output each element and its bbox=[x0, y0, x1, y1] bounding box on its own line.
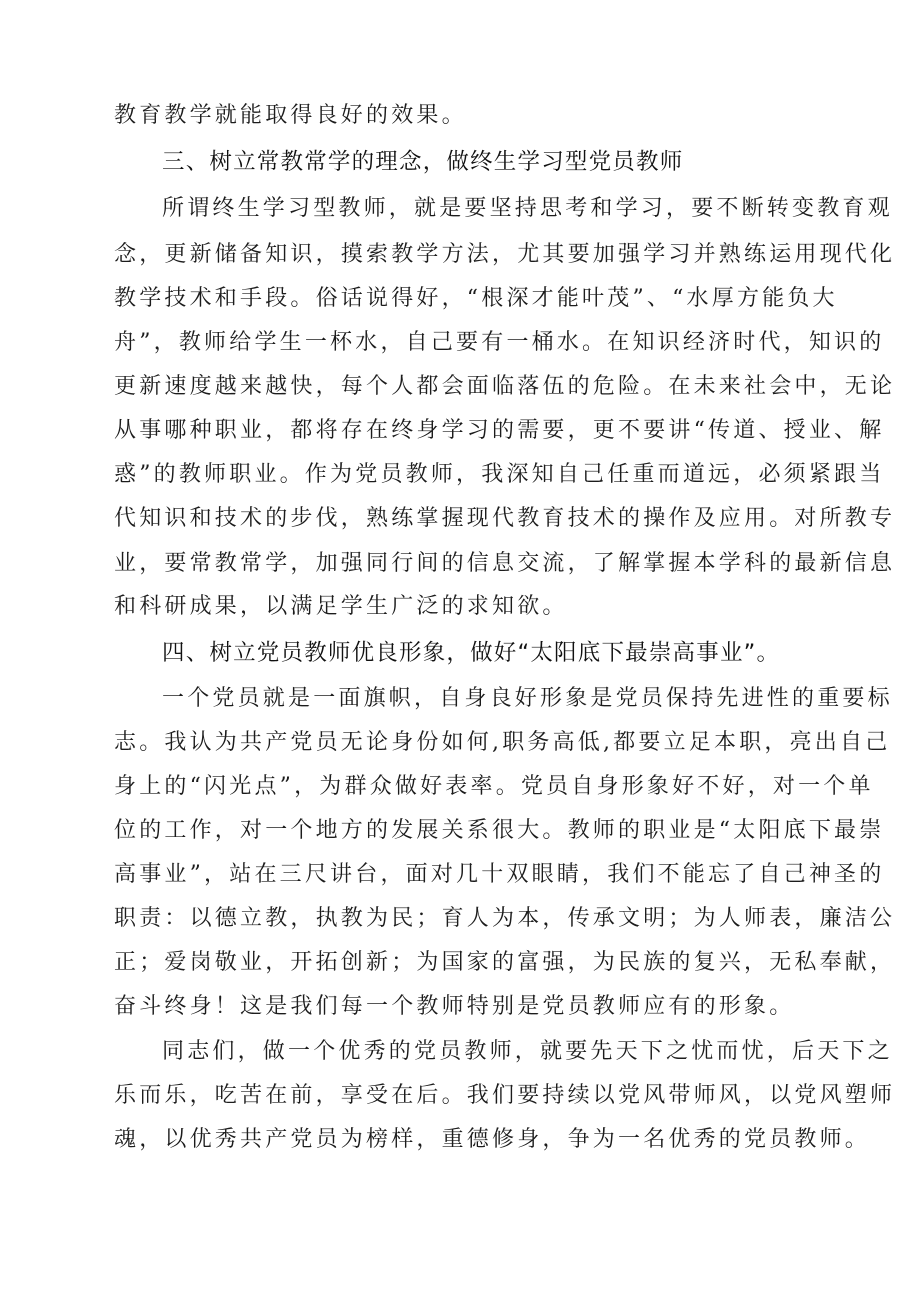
paragraph-line: 同志们，做一个优秀的党员教师，就要先天下之忧而忧，后天下之 bbox=[162, 1039, 893, 1064]
paragraph-line: 舟”，教师给学生一杯水，自己要有一桶水。在知识经济时代，知识的 bbox=[114, 330, 885, 355]
paragraph-line: 魂，以优秀共产党员为榜样，重德修身，争为一名优秀的党员教师。 bbox=[114, 1127, 871, 1152]
paragraph-line: 更新速度越来越快，每个人都会面临落伍的危险。在未来社会中，无论 bbox=[114, 374, 896, 399]
paragraph-line: 教学技术和手段。俗话说得好，“根深才能叶茂”、“水厚方能负大 bbox=[114, 286, 838, 311]
paragraph-line: 高事业”，站在三尺讲台，面对几十双眼睛，我们不能忘了自己神圣的 bbox=[114, 862, 885, 887]
paragraph-line: 念，更新储备知识，摸索教学方法，尤其要加强学习并熟练运用现代化 bbox=[114, 242, 896, 267]
paragraph-line: 正；爱岗敬业，开拓创新；为国家的富强，为民族的复兴，无私奉献， bbox=[114, 950, 896, 975]
paragraph-line: 乐而乐，吃苦在前，享受在后。我们要持续以党风带师风，以党风塑师 bbox=[114, 1083, 896, 1108]
paragraph-line: 位的工作，对一个地方的发展关系很大。教师的职业是“太阳底下最崇 bbox=[114, 818, 885, 843]
section-heading-3: 三、树立常教常学的理念，做终生学习型党员教师 bbox=[162, 149, 684, 175]
paragraph-line: 所谓终生学习型教师，就是要坚持思考和学习，要不断转变教育观 bbox=[162, 196, 893, 221]
section-heading-4: 四、树立党员教师优良形象，做好“太阳底下最崇高事业”。 bbox=[162, 640, 781, 666]
paragraph-line: 从事哪种职业，都将存在终身学习的需要，更不要讲“传道、授业、解 bbox=[114, 418, 885, 443]
paragraph-line: 志。我认为共产党员无论身份如何,职务高低,都要立足本职，亮出自己 bbox=[114, 730, 891, 755]
paragraph-line: 职责：以德立教，执教为民；育人为本，传承文明；为人师表，廉洁公 bbox=[114, 906, 896, 931]
paragraph-line: 一个党员就是一面旗帜，自身良好形象是党员保持先进性的重要标 bbox=[162, 686, 893, 711]
paragraph-line: 身上的“闪光点”，为群众做好表率。党员自身形象好不好，对一个单 bbox=[114, 774, 874, 799]
paragraph-line: 教育教学就能取得良好的效果。 bbox=[114, 103, 467, 128]
paragraph-line: 业，要常教常学，加强同行间的信息交流，了解掌握本学科的最新信息 bbox=[114, 551, 896, 576]
paragraph-line: 代知识和技术的步伐，熟练掌握现代教育技术的操作及应用。对所教专 bbox=[114, 506, 896, 531]
paragraph-line: 惑”的教师职业。作为党员教师，我深知自己任重而道远，必须紧跟当 bbox=[114, 462, 885, 487]
paragraph-line: 和科研成果，以满足学生广泛的求知欲。 bbox=[114, 594, 568, 619]
paragraph-line: 奋斗终身！这是我们每一个教师特别是党员教师应有的形象。 bbox=[114, 994, 795, 1019]
